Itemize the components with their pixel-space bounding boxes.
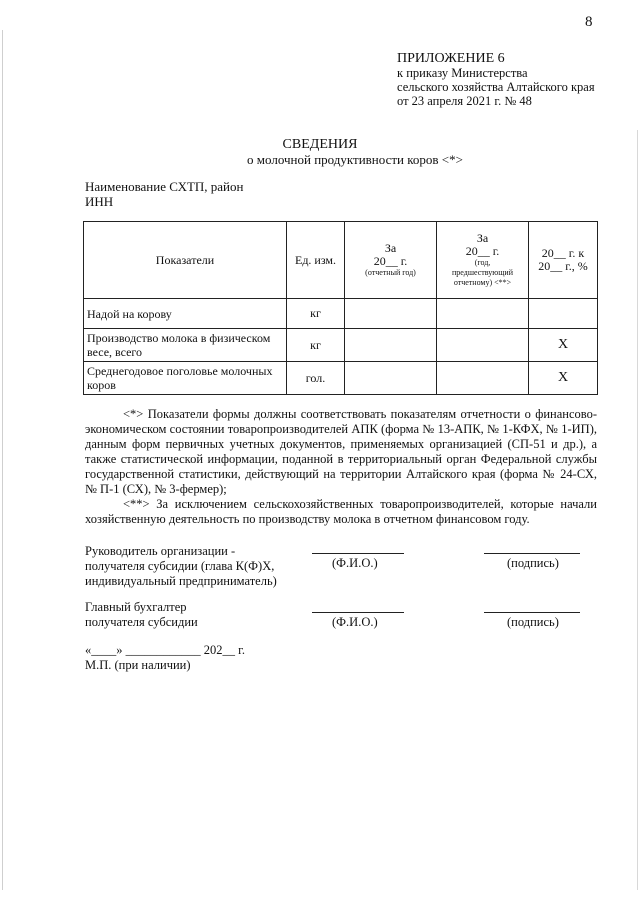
productivity-table xyxy=(83,221,598,395)
row-previous-value[interactable] xyxy=(437,299,529,329)
appendix-line3: сельского хозяйства Алтайского края xyxy=(397,80,595,94)
organization-name-label: Наименование СХТП, район xyxy=(85,179,244,194)
header-indicators: Показатели xyxy=(84,222,287,299)
row-unit: кг xyxy=(287,299,345,329)
inn-label: ИНН xyxy=(85,194,114,209)
row-reporting-value[interactable] xyxy=(345,299,437,329)
footnote-2: <**> За исключением сельскохозяйственных товаропроизводителей, которые начали хозяйственную деятельность по производству молока в отчетном финансовом году. xyxy=(85,497,597,526)
head-fio-label: (Ф.И.О.) xyxy=(332,556,378,570)
appendix-line2: к приказу Министерства xyxy=(397,66,528,80)
row-label: Среднегодовое поголовье молочных коров xyxy=(84,362,287,395)
accountant-signatory-label: Главный бухгалтер получателя субсидии xyxy=(85,600,198,629)
stamp-line: М.П. (при наличии) xyxy=(85,658,191,672)
head-signature-label: (подпись) xyxy=(507,556,559,570)
accountant-fio-line[interactable] xyxy=(312,612,404,613)
row-label: Производство молока в физическом весе, всего xyxy=(84,329,287,362)
row-ratio-value: Х xyxy=(529,362,598,395)
row-previous-value[interactable] xyxy=(437,362,529,395)
accountant-signature-label: (подпись) xyxy=(507,615,559,629)
row-unit: гол. xyxy=(287,362,345,395)
accountant-signature-line[interactable] xyxy=(484,612,580,613)
row-previous-value[interactable] xyxy=(437,329,529,362)
date-line[interactable]: «____» ____________ 202__ г. xyxy=(85,643,245,657)
footnotes xyxy=(85,407,597,527)
document-title: СВЕДЕНИЯ xyxy=(282,137,358,152)
header-unit: Ед. изм. xyxy=(287,222,345,299)
appendix-block xyxy=(397,52,595,108)
row-ratio-value: Х xyxy=(529,329,598,362)
scan-edge-right xyxy=(637,130,638,890)
appendix-line4: от 23 апреля 2021 г. № 48 xyxy=(397,94,532,108)
footnote-1: <*> Показатели формы должны соответствовать показателям отчетности о финансово-экономическом состоянии товаропроизводителей АПК (форма № 13-АПК, № 1-КФХ, № 1-ИП), данным форм первичных учетных документов, применяемых организацией (СП-51 и др.), а также статистической информации, поданной в территориальный орган Федеральной службы государственной статистики, действующий на территории Алтайского края (форма № 24-СХ, № П-1 (СХ), № 3-фермер); xyxy=(85,407,597,496)
organization-fields xyxy=(85,179,243,209)
table-row xyxy=(84,362,598,395)
appendix-line1: ПРИЛОЖЕНИЕ 6 xyxy=(397,51,505,66)
header-ratio: 20__ г. к 20__ г., % xyxy=(529,222,598,299)
head-signatory-label: Руководитель организации - получателя субсидии (глава К(Ф)Х, индивидуальный предприниматель) xyxy=(85,544,277,588)
table-header-row xyxy=(84,222,598,299)
head-signature-line[interactable] xyxy=(484,553,580,554)
row-label: Надой на корову xyxy=(84,299,287,329)
document-subtitle: о молочной продуктивности коров <*> xyxy=(247,152,463,167)
row-reporting-value[interactable] xyxy=(345,329,437,362)
table-row xyxy=(84,329,598,362)
accountant-fio-label: (Ф.И.О.) xyxy=(332,615,378,629)
header-reporting-year: За 20__ г. (отчетный год) xyxy=(345,222,437,299)
head-fio-line[interactable] xyxy=(312,553,404,554)
row-unit: кг xyxy=(287,329,345,362)
table-row xyxy=(84,299,598,329)
row-ratio-value[interactable] xyxy=(529,299,598,329)
page-number: 8 xyxy=(585,14,593,30)
header-previous-year: За 20__ г. (год, предшествующий отчетному) <**> xyxy=(437,222,529,299)
row-reporting-value[interactable] xyxy=(345,362,437,395)
